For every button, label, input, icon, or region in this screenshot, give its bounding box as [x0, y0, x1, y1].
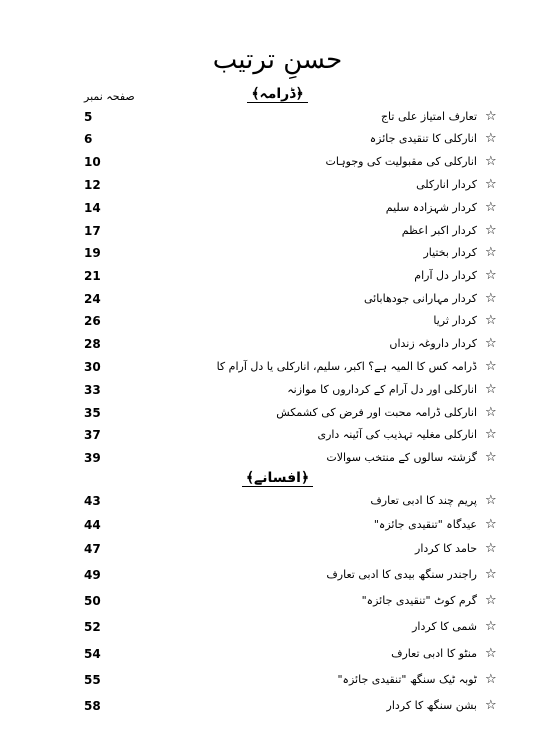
star-bullet-icon: ☆ — [485, 154, 497, 169]
toc-entry[interactable] — [0, 266, 555, 286]
toc-entry-title: کردار مہارانی جودھابائی — [363, 292, 477, 305]
toc-entry-title: ٹوبہ ٹیک سنگھ "تنقیدی جائزہ" — [337, 673, 477, 686]
toc-entry-page: 6 — [84, 132, 93, 146]
toc-entry-title: پریم چند کا ادبی تعارف — [370, 494, 477, 507]
star-bullet-icon: ☆ — [485, 200, 497, 215]
star-bullet-icon: ☆ — [485, 593, 497, 608]
star-bullet-icon: ☆ — [485, 493, 497, 508]
star-bullet-icon: ☆ — [485, 336, 497, 351]
toc-entry-page: 54 — [84, 647, 101, 661]
toc-entry[interactable] — [0, 107, 555, 127]
toc-entry-title: انارکلی کی مقبولیت کی وجوہات — [325, 155, 477, 168]
toc-entry-page: 50 — [84, 594, 101, 608]
toc-entry-title: کردار داروغہ زنداں — [389, 337, 477, 350]
star-bullet-icon: ☆ — [485, 698, 497, 713]
toc-entry-page: 17 — [84, 224, 101, 238]
star-bullet-icon: ☆ — [485, 177, 497, 192]
star-bullet-icon: ☆ — [485, 313, 497, 328]
toc-entry[interactable] — [0, 380, 555, 400]
toc-entry-page: 47 — [84, 542, 101, 556]
toc-entry[interactable] — [0, 670, 555, 690]
star-bullet-icon: ☆ — [485, 427, 497, 442]
toc-entry-title: عیدگاہ "تنقیدی جائزہ" — [373, 518, 477, 531]
star-bullet-icon: ☆ — [485, 541, 497, 556]
toc-entry-title: انارکلی مغلیہ تہذیب کی آئینہ داری — [317, 428, 477, 441]
toc-entry-title: حامد کا کردار — [415, 542, 477, 555]
toc-entry-title: تعارف امتیاز علی تاج — [380, 110, 477, 123]
toc-entry-title: کردار دل آرام — [414, 269, 477, 282]
toc-entry-page: 39 — [84, 451, 101, 465]
toc-entry-title: گرم کوٹ "تنقیدی جائزہ" — [361, 594, 477, 607]
toc-entry-page: 43 — [84, 494, 101, 508]
star-bullet-icon: ☆ — [485, 382, 497, 397]
toc-entry-title: منٹو کا ادبی تعارف — [391, 647, 477, 660]
toc-entry[interactable] — [0, 644, 555, 664]
toc-entry-page: 12 — [84, 178, 101, 192]
star-bullet-icon: ☆ — [485, 245, 497, 260]
toc-entry-title: کردار بختیار — [423, 246, 477, 259]
toc-entry[interactable] — [0, 617, 555, 637]
page-title: حسنِ ترتیب — [212, 45, 343, 75]
toc-entry-page: 14 — [84, 201, 101, 215]
toc-entry-title: انارکلی کا تنقیدی جائزہ — [369, 132, 477, 145]
star-bullet-icon: ☆ — [485, 359, 497, 374]
toc-entry[interactable] — [0, 539, 555, 559]
toc-entry-page: 58 — [84, 699, 101, 713]
toc-entry-page: 26 — [84, 314, 101, 328]
toc-entry-page: 28 — [84, 337, 101, 351]
toc-entry-title: بشن سنگھ کا کردار — [386, 699, 477, 712]
toc-entry[interactable] — [0, 129, 555, 149]
toc-entry-page: 33 — [84, 383, 101, 397]
toc-entry-title: شمی کا کردار — [412, 620, 477, 633]
toc-entry[interactable] — [0, 448, 555, 468]
star-bullet-icon: ☆ — [485, 223, 497, 238]
toc-entry-page: 19 — [84, 246, 101, 260]
toc-entry-title: کردار شہزادہ سلیم — [385, 201, 477, 214]
toc-entry[interactable] — [0, 198, 555, 218]
toc-entry[interactable] — [0, 591, 555, 611]
toc-entry-page: 44 — [84, 518, 101, 532]
toc-entry[interactable] — [0, 221, 555, 241]
toc-entry-title: ڈرامہ کس کا المیہ ہے؟ اکبر، سلیم، انارکلی یا دل آرام کا — [216, 360, 477, 373]
toc-entry[interactable] — [0, 696, 555, 716]
toc-entry[interactable] — [0, 425, 555, 445]
toc-entry-page: 49 — [84, 568, 101, 582]
star-bullet-icon: ☆ — [485, 291, 497, 306]
star-bullet-icon: ☆ — [485, 131, 497, 146]
section-heading-afsane: ﴾افسانے﴿ — [0, 468, 555, 488]
toc-entry-title: کردار اکبر اعظم — [401, 224, 477, 237]
star-bullet-icon: ☆ — [485, 567, 497, 582]
toc-entry-page: 21 — [84, 269, 101, 283]
toc-entry-page: 30 — [84, 360, 101, 374]
star-bullet-icon: ☆ — [485, 517, 497, 532]
toc-entry-title: گزشتہ سالوں کے منتخب سوالات — [326, 451, 477, 464]
star-bullet-icon: ☆ — [485, 268, 497, 283]
toc-entry[interactable] — [0, 565, 555, 585]
toc-entry[interactable] — [0, 289, 555, 309]
toc-entry[interactable] — [0, 334, 555, 354]
toc-entry[interactable] — [0, 515, 555, 535]
star-bullet-icon: ☆ — [485, 619, 497, 634]
toc-entry-page: 24 — [84, 292, 101, 306]
toc-entry-title: انارکلی ڈرامہ محبت اور فرض کی کشمکش — [276, 406, 477, 419]
page-number-column-header: صفحہ نمبر — [84, 90, 135, 103]
toc-entry-title: راجندر سنگھ بیدی کا ادبی تعارف — [326, 568, 477, 581]
toc-entry[interactable] — [0, 175, 555, 195]
toc-entry-page: 55 — [84, 673, 101, 687]
star-bullet-icon: ☆ — [485, 646, 497, 661]
star-bullet-icon: ☆ — [485, 109, 497, 124]
toc-entry-title: کردار ثریا — [433, 314, 477, 327]
toc-entry-page: 35 — [84, 406, 101, 420]
toc-entry-page: 5 — [84, 110, 93, 124]
section-heading-drama: ﴾ڈرامہ﴿ — [0, 84, 555, 104]
toc-entry-page: 10 — [84, 155, 101, 169]
star-bullet-icon: ☆ — [485, 672, 497, 687]
toc-entry[interactable] — [0, 311, 555, 331]
toc-entry[interactable] — [0, 491, 555, 511]
toc-entry[interactable] — [0, 152, 555, 172]
toc-entry-page: 52 — [84, 620, 101, 634]
toc-entry[interactable] — [0, 357, 555, 377]
toc-entry-title: کردار انارکلی — [416, 178, 477, 191]
star-bullet-icon: ☆ — [485, 405, 497, 420]
toc-entry[interactable] — [0, 403, 555, 423]
toc-entry-page: 37 — [84, 428, 101, 442]
toc-entry-title: انارکلی اور دل آرام کے کرداروں کا موازنہ — [287, 383, 477, 396]
toc-entry[interactable] — [0, 243, 555, 263]
star-bullet-icon: ☆ — [485, 450, 497, 465]
